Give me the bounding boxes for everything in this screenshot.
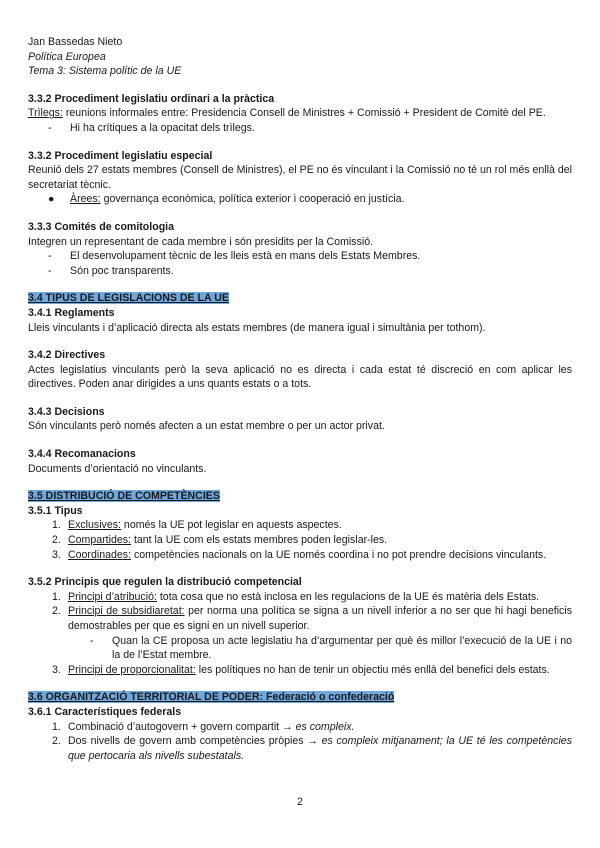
paragraph: Reunió dels 27 estats membres (Consell de Ministres), el PE no és vinculant i la Comissió no té un rol més enllà del secretariat tècnic.: [28, 164, 572, 191]
author-name: Jan Bassedas Nieto: [28, 36, 123, 48]
topic-title: Tema 3: Sistema polític de la UE: [28, 65, 182, 78]
section-3-3-3: [28, 220, 572, 278]
list-item: - El desenvolupament tècnic de les lleis està en mans dels Estats Membres.: [48, 250, 421, 263]
document-header: [28, 35, 572, 79]
paragraph: Lleis vinculants i d’aplicació directa als estats membres (de manera igual i simultània per tothom).: [28, 321, 486, 334]
section-title: 3.3.2 Procediment legislatiu especial: [28, 149, 213, 162]
section-title: 3.6.1 Característiques federals: [28, 705, 182, 718]
list-item: 2. Dos nivells de govern amb competències pròpies → es compleix mitjanament; la UE té les competències que pertocaria als nivells subestatals.: [52, 735, 572, 762]
list-item: 2. Principi de subsidiaretat: per norma una política se signa a un nivell inferior a no ser que hi hagi beneficis demostrables per que es signi en un nivell superior.: [52, 605, 572, 632]
section-3-3-2-special: [28, 149, 572, 207]
section-title: 3.4.1 Reglaments: [28, 306, 115, 319]
course-name: Política Europea: [28, 50, 106, 63]
bullet-icon: ●: [48, 193, 55, 206]
document-page: [28, 35, 572, 763]
list-item: - Són poc transparents.: [48, 264, 174, 277]
list-item: 3. Coordinades: competències nacionals on la UE només coordina i no pot prendre decisions vinculants.: [52, 548, 547, 561]
list-item: 2. Compartides: tant la UE com els estats membres poden legislar-les.: [52, 534, 388, 547]
paragraph: Documents d’orientació no vinculants.: [28, 462, 207, 475]
section-title: 3.4.3 Decisions: [28, 405, 105, 418]
section-3-4: [28, 291, 572, 476]
section-title: 3.5.1 Tipus: [28, 504, 83, 517]
list-item: ● Àrees: governança econòmica, política exterior i cooperació en justícia.: [28, 192, 572, 207]
highlighted-heading: 3.4 TIPUS DE LEGISLACIONS DE LA UE: [28, 292, 229, 305]
section-title: 3.3.2 Procediment legislatiu ordinari a la pràctica: [28, 92, 275, 105]
paragraph: Són vinculants però només afecten a un estat membre o per un actor privat.: [28, 420, 385, 433]
highlighted-heading: 3.6 ORGANITZACIÓ TERRITORIAL DE PODER: Federació o confederació: [28, 691, 395, 704]
page-number: 2: [297, 796, 303, 808]
section-title: 3.5.2 Principis que regulen la distribució competencial: [28, 576, 302, 589]
list-item: 1. Combinació d’autogovern + govern compartit → es compleix.: [52, 720, 355, 733]
highlighted-heading: 3.5 DISTRIBUCIÓ DE COMPETÈNCIES: [28, 490, 220, 503]
list-item: 3. Principi de proporcionalitat: les polítiques no han de tenir un objectiu més enllà del benefici dels estats.: [52, 663, 550, 676]
list-item: - Hi ha crítiques a la opacitat dels trìlegs.: [48, 121, 255, 134]
section-3-3-2-ordinary: [28, 92, 572, 136]
paragraph: Actes legislatius vinculants però la seva aplicació no es directa i cada estat té discreció en com aplicar les directives. Poden anar dirigides a uns quants estats o a tots.: [28, 363, 572, 391]
list-item: - Quan la CE proposa un acte legislatiu ha d’argumentar per què és millor l’execució de la UE i no la de l’Estat membre.: [90, 634, 572, 662]
paragraph: Integren un representant de cada membre i són presidits per la Comissió.: [28, 235, 374, 248]
section-title: 3.4.4 Recomanacions: [28, 448, 136, 461]
section-3-6: [28, 690, 572, 763]
section-title: 3.3.3 Comités de comitologia: [28, 220, 174, 233]
term: Trìlegs:: [28, 107, 63, 120]
list-item: 1. Principi d’atribució: tota cosa que no està inclosa en les regulacions de la UE és matèria dels Estats.: [52, 590, 540, 603]
section-3-5: [28, 489, 572, 677]
list-item: 1. Exclusives: només la UE pot legislar en aquests aspectes.: [52, 519, 342, 532]
section-title: 3.4.2 Directives: [28, 349, 106, 362]
paragraph: Trìlegs: reunions informales entre: Presidencia Consell de Ministres + Comissió + President de Comitè del PE.: [28, 107, 546, 120]
